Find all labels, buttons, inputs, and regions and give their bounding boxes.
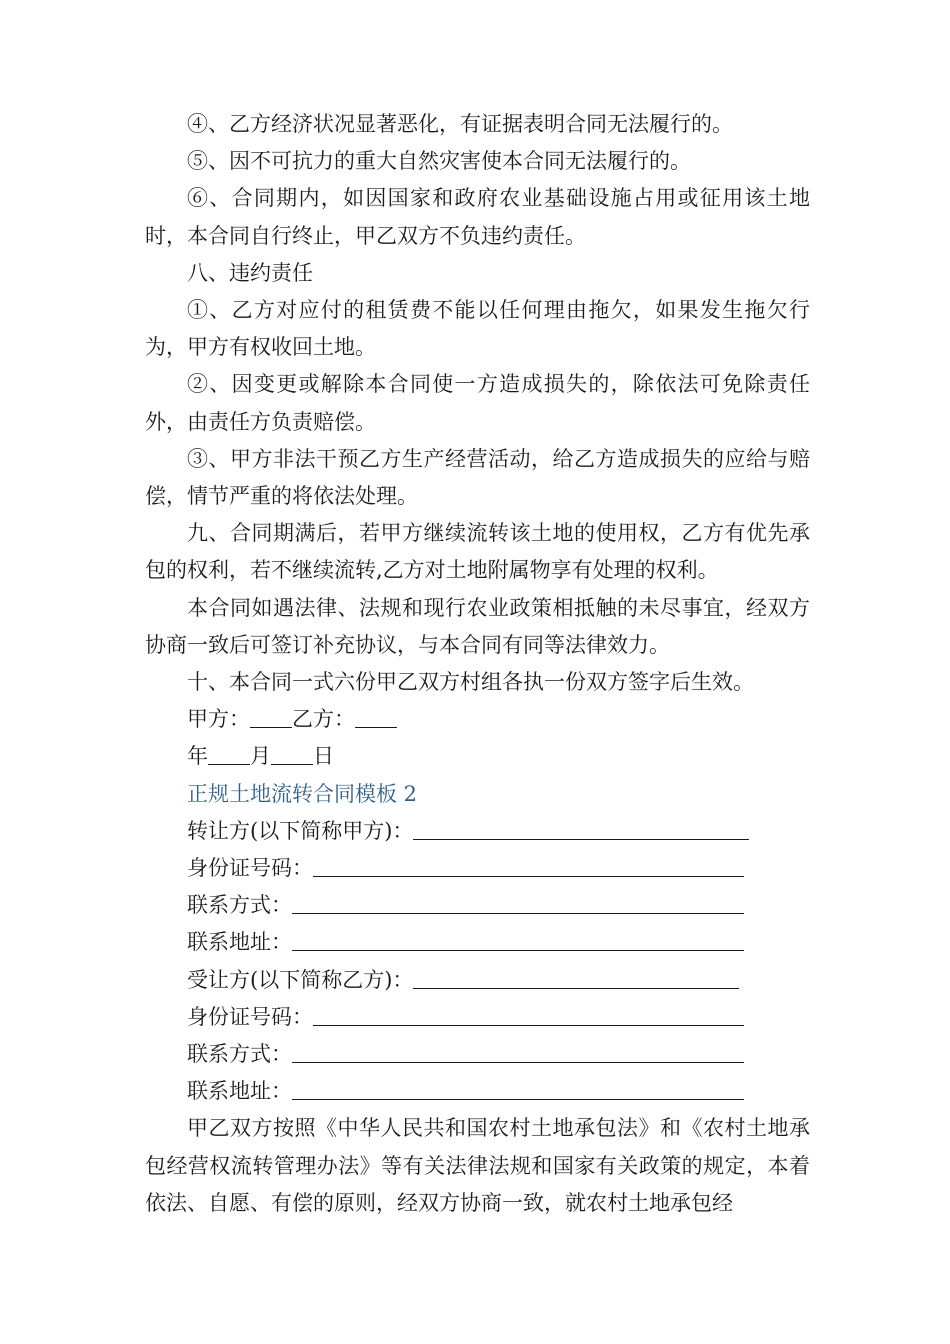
clause-4: ④、乙方经济状况显著恶化，有证据表明合同无法履行的。	[187, 112, 733, 136]
field-label: 联系地址：	[187, 930, 292, 955]
party-b-blank	[355, 703, 397, 728]
day-blank	[271, 740, 313, 765]
field-blank	[292, 926, 744, 951]
field-label: 身份证号码：	[187, 1004, 313, 1029]
field-transferee-address	[145, 1073, 810, 1110]
field-blank	[413, 815, 749, 840]
field-blank	[292, 1075, 744, 1100]
section-breach-heading: 八、违约责任	[187, 260, 313, 285]
clause-6: ⑥、合同期内，如因国家和政府农业基础设施占用或征用该土地时，本合同自行终止，甲乙双方不负违约责任。	[145, 186, 810, 248]
field-label: 转让方(以下简称甲方)：	[187, 818, 414, 843]
field-label: 联系方式：	[187, 893, 292, 918]
field-transferee-id	[145, 999, 810, 1036]
month-blank	[208, 740, 250, 765]
clause-5: ⑤、因不可抗力的重大自然灾害使本合同无法履行的。	[187, 149, 691, 174]
supplementary-clause: 本合同如遇法律、法规和现行农业政策相抵触的未尽事宜，经双方协商一致后可签订补充协议，与本合同有同等法律效力。	[145, 595, 810, 657]
field-label: 受让方(以下简称乙方)：	[187, 967, 414, 992]
party-b-label: 乙方：	[292, 707, 355, 732]
breach-clause-1: ①、乙方对应付的租赁费不能以任何理由拖欠，如果发生拖欠行为，甲方有权收回土地。	[145, 298, 810, 360]
field-blank	[313, 1001, 744, 1026]
field-transferee-contact	[145, 1036, 810, 1073]
field-transferor	[145, 813, 810, 850]
field-blank	[413, 964, 739, 989]
field-label: 联系方式：	[187, 1042, 292, 1067]
field-transferor-contact	[145, 887, 810, 924]
field-transferor-address	[145, 924, 810, 961]
date-line	[145, 738, 810, 775]
field-blank	[292, 889, 744, 914]
year-label: 年	[187, 744, 208, 769]
day-label: 日	[313, 744, 334, 769]
document-page	[145, 106, 810, 1222]
field-label: 身份证号码：	[187, 856, 313, 881]
field-transferor-id	[145, 850, 810, 887]
preamble-paragraph: 甲乙双方按照《中华人民共和国农村土地承包法》和《农村土地承包经营权流转管理办法》等有关法律法规和国家有关政策的规定，本着依法、自愿、有偿的原则，经双方协商一致，就农村土地承包经	[145, 1116, 810, 1215]
field-blank	[292, 1038, 744, 1063]
breach-clause-2: ②、因变更或解除本合同使一方造成损失的，除依法可免除责任外，由责任方负责赔偿。	[145, 372, 810, 434]
field-transferee	[145, 962, 810, 999]
section-ten: 十、本合同一式六份甲乙双方村组各执一份双方签字后生效。	[187, 670, 754, 695]
party-a-blank	[250, 703, 292, 728]
signature-line	[145, 701, 810, 738]
section-title: 正规土地流转合同模板 2	[187, 781, 418, 806]
breach-clause-3: ③、甲方非法干预乙方生产经营活动，给乙方造成损失的应给与赔偿，情节严重的将依法处理。	[145, 446, 810, 509]
field-blank	[313, 852, 744, 877]
section-nine: 九、合同期满后，若甲方继续流转该土地的使用权，乙方有优先承包的权利，若不继续流转,乙方对土地附属物享有处理的权利。	[145, 521, 810, 583]
party-a-label: 甲方：	[187, 707, 250, 732]
field-label: 联系地址：	[187, 1079, 292, 1104]
month-label: 月	[250, 744, 271, 769]
